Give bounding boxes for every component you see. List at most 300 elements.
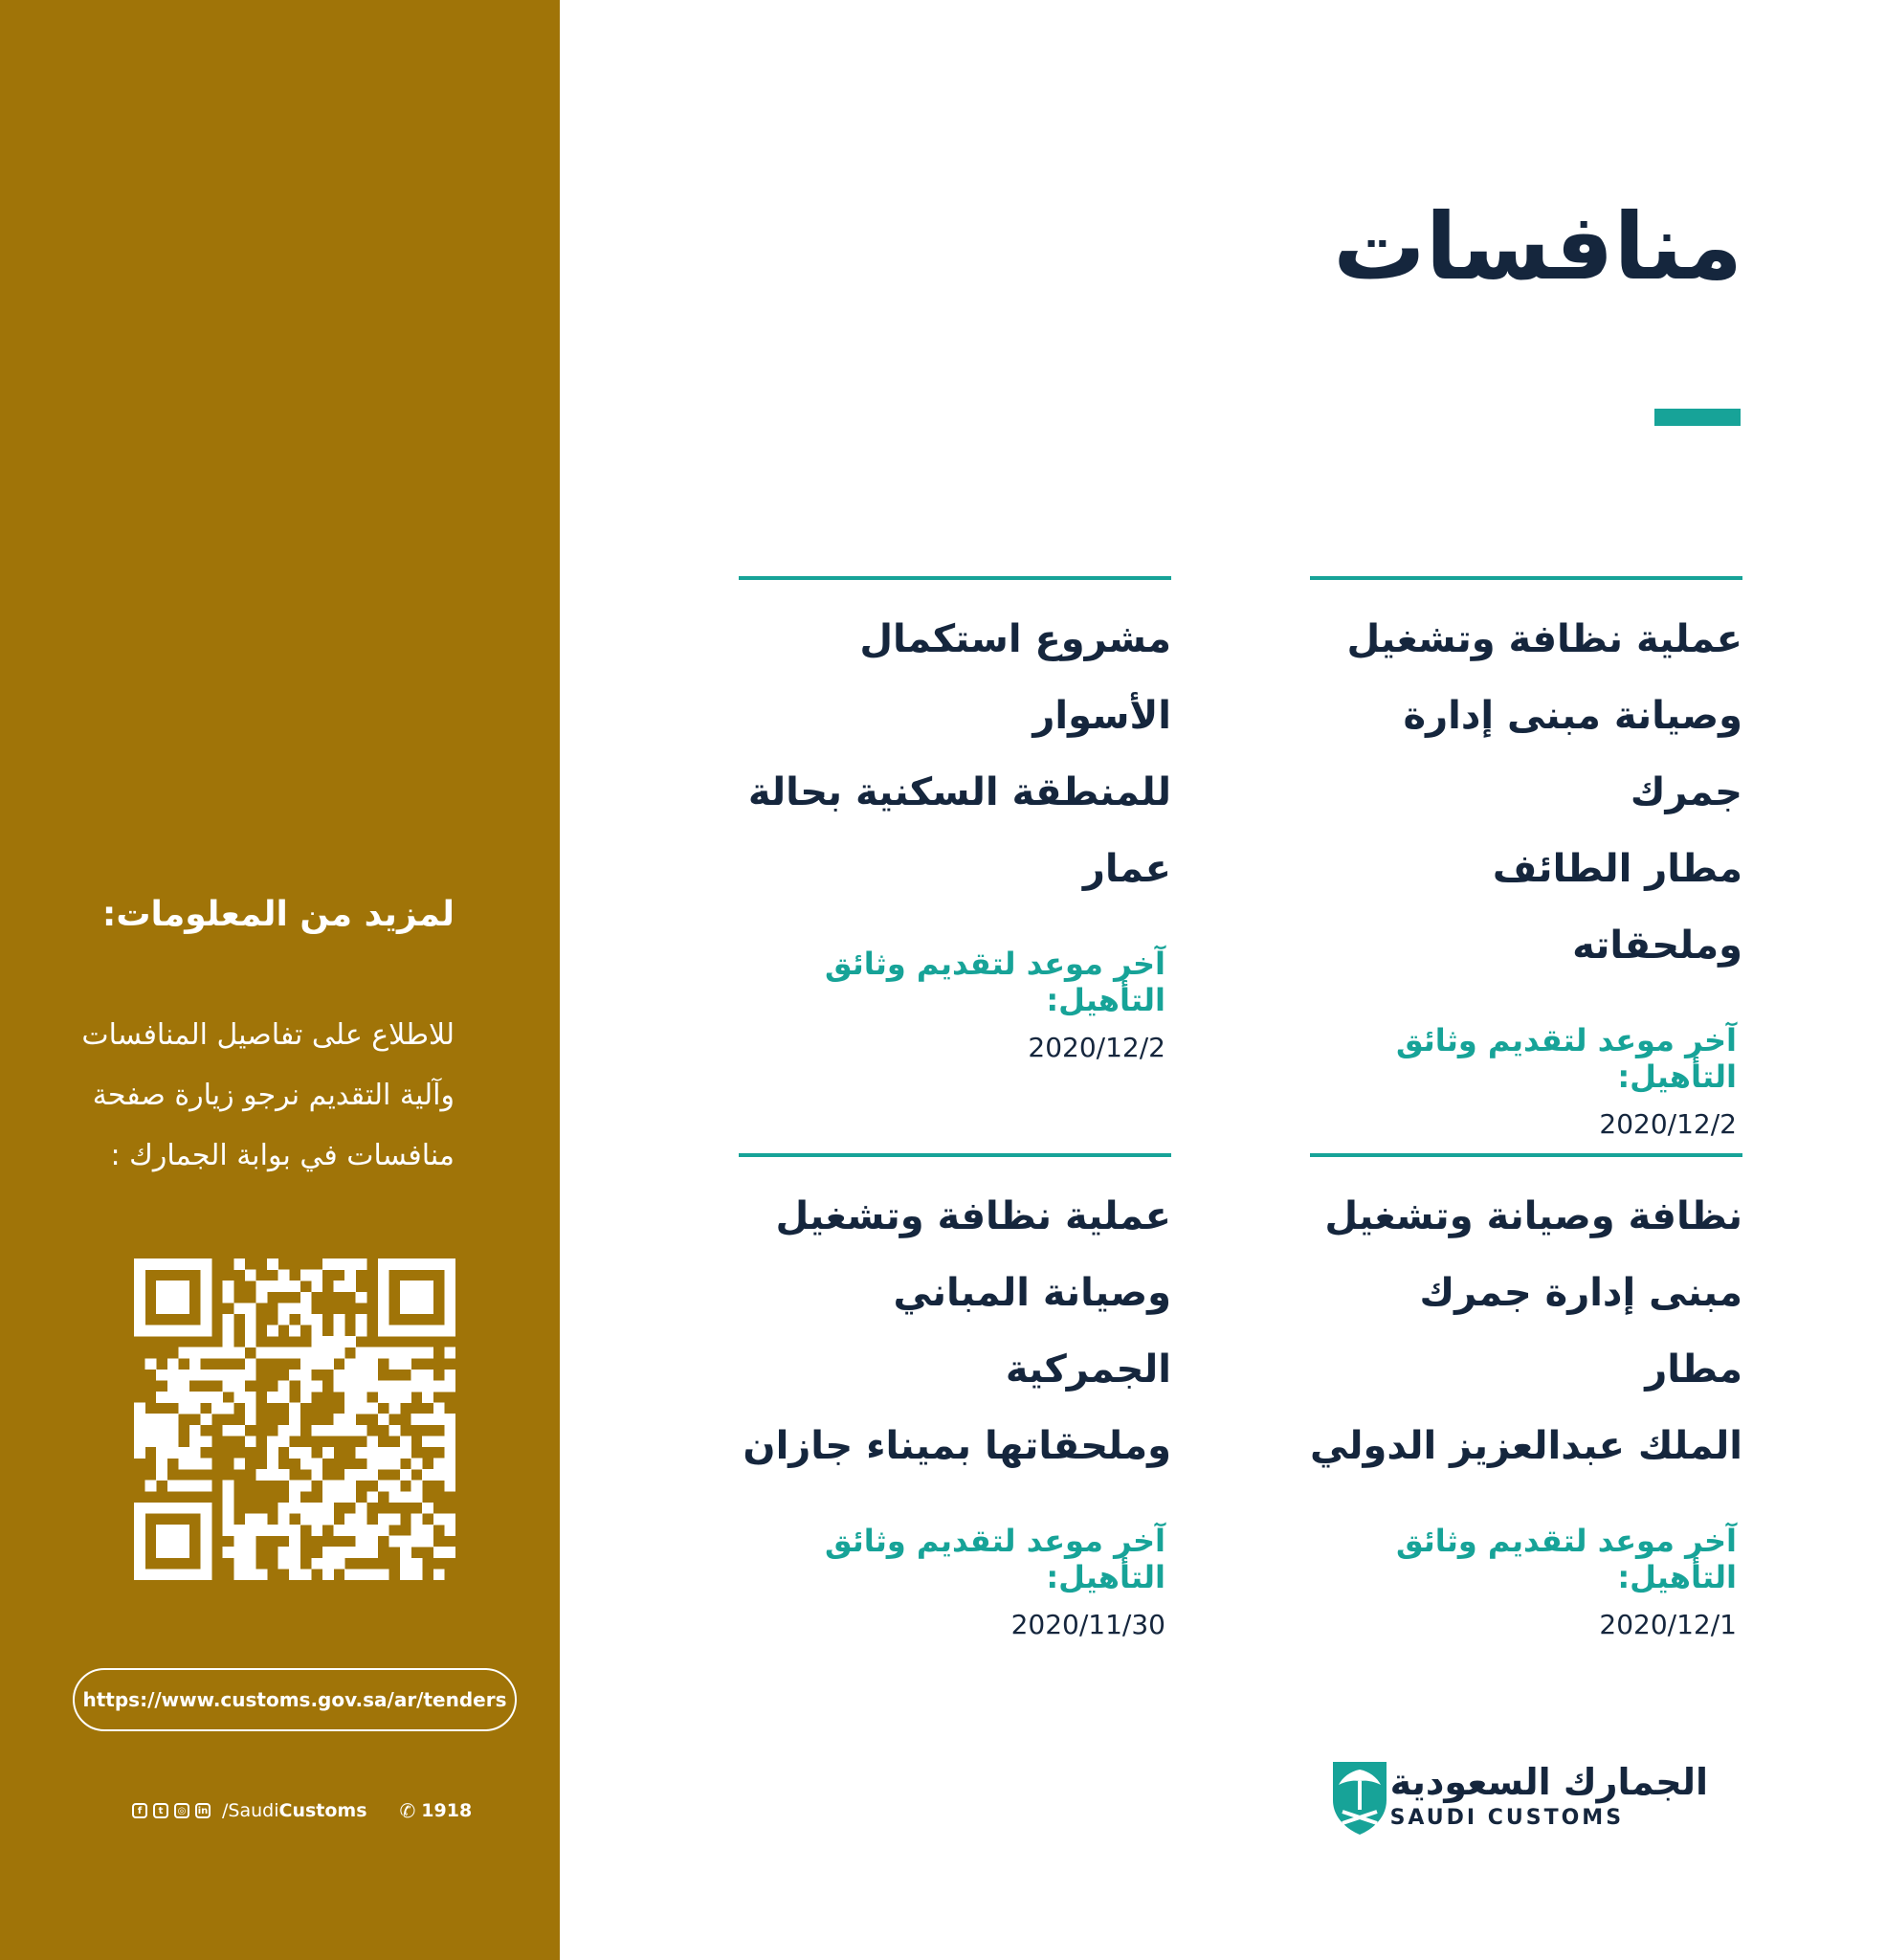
facebook-icon[interactable]: f [132, 1803, 147, 1818]
qr-module [201, 1459, 212, 1470]
qr-module [300, 1459, 312, 1470]
tender-card [1310, 1153, 1742, 1640]
qr-module [400, 1392, 411, 1403]
qr-module [344, 1370, 356, 1381]
qr-module [356, 1469, 367, 1481]
qr-module [334, 1336, 345, 1348]
qr-module [245, 1358, 256, 1370]
qr-module [422, 1303, 433, 1314]
qr-module [388, 1425, 400, 1437]
qr-module [378, 1258, 389, 1270]
qr-module [289, 1569, 300, 1580]
qr-module [201, 1258, 212, 1270]
info-line: وآلية التقديم نرجو زيارة صفحة [92, 1079, 455, 1112]
qr-module [344, 1513, 356, 1525]
qr-module [289, 1403, 300, 1414]
qr-module [334, 1481, 345, 1492]
qr-module [444, 1436, 455, 1447]
qr-module [178, 1392, 189, 1403]
qr-code[interactable] [134, 1258, 455, 1580]
qr-module [278, 1392, 290, 1403]
qr-module [300, 1447, 312, 1459]
qr-module [167, 1292, 179, 1303]
qr-module [233, 1258, 245, 1270]
qr-module [422, 1380, 433, 1392]
qr-module [311, 1336, 322, 1348]
qr-module [156, 1569, 167, 1580]
qr-module [400, 1348, 411, 1359]
qr-module [134, 1414, 145, 1425]
qr-module [201, 1569, 212, 1580]
qr-module [134, 1436, 145, 1447]
deadline-date: 2020/12/1 [1599, 1609, 1737, 1640]
qr-module [178, 1348, 189, 1359]
qr-module [156, 1547, 167, 1558]
qr-module [300, 1503, 312, 1514]
qr-module [289, 1525, 300, 1536]
qr-module [366, 1491, 378, 1503]
qr-module [444, 1303, 455, 1314]
info-line: للاطلاع على تفاصيل المنافسات [81, 1018, 455, 1052]
qr-module [411, 1380, 423, 1392]
qr-module [300, 1370, 312, 1381]
qr-module [344, 1392, 356, 1403]
qr-module [289, 1425, 300, 1437]
qr-module [311, 1503, 322, 1514]
qr-module [300, 1481, 312, 1492]
deadline-date: 2020/12/2 [1599, 1108, 1737, 1140]
qr-module [167, 1380, 179, 1392]
qr-module [267, 1325, 278, 1337]
qr-module [145, 1569, 157, 1580]
qr-module [211, 1392, 223, 1403]
logo-wordmark [1389, 1760, 1708, 1831]
qr-module [245, 1569, 256, 1580]
qr-module [311, 1270, 322, 1281]
qr-module [233, 1459, 245, 1470]
qr-module [278, 1303, 290, 1314]
qr-module [289, 1325, 300, 1337]
qr-module [344, 1358, 356, 1370]
qr-module [156, 1303, 167, 1314]
qr-module [388, 1358, 400, 1370]
qr-module [145, 1425, 157, 1437]
qr-module [444, 1292, 455, 1303]
qr-module [422, 1536, 433, 1548]
qr-module [134, 1281, 145, 1292]
deadline-label: آخر موعد لتقديم وثائق التأهيل: [824, 1523, 1165, 1595]
qr-module [444, 1425, 455, 1437]
qr-module [167, 1358, 179, 1370]
qr-module [388, 1459, 400, 1470]
qr-module [267, 1281, 278, 1292]
qr-module [145, 1325, 157, 1337]
qr-module [201, 1536, 212, 1548]
qr-module [167, 1547, 179, 1558]
qr-module [156, 1414, 167, 1425]
qr-module [134, 1403, 145, 1414]
qr-module [189, 1325, 201, 1337]
qr-module [422, 1258, 433, 1270]
qr-module [322, 1558, 334, 1570]
qr-module [178, 1525, 189, 1536]
qr-module [311, 1348, 322, 1359]
qr-module [156, 1325, 167, 1337]
qr-module [189, 1459, 201, 1470]
qr-module [245, 1370, 256, 1381]
qr-module [356, 1547, 367, 1558]
qr-module [245, 1547, 256, 1558]
qr-module [433, 1547, 445, 1558]
qr-module [245, 1414, 256, 1425]
qr-module [201, 1281, 212, 1292]
qr-module [178, 1547, 189, 1558]
qr-module [233, 1348, 245, 1359]
qr-module [233, 1536, 245, 1548]
qr-module [433, 1325, 445, 1337]
qr-module [334, 1348, 345, 1359]
qr-module [334, 1380, 345, 1392]
qr-module [278, 1558, 290, 1570]
qr-module [134, 1569, 145, 1580]
qr-module [289, 1536, 300, 1548]
qr-module [388, 1348, 400, 1359]
qr-module [178, 1325, 189, 1337]
qr-module [278, 1425, 290, 1437]
qr-module [245, 1303, 256, 1314]
qr-module [366, 1569, 378, 1580]
tender-title: عملية نظافة وتشغيل وصيانة المباني الجمركية وملحقاتها بميناء جازان [743, 1194, 1171, 1468]
qr-module [366, 1358, 378, 1370]
qr-module [400, 1491, 411, 1503]
info-text [33, 1005, 455, 1186]
qr-module [311, 1314, 322, 1325]
qr-module [178, 1536, 189, 1548]
contact-row [132, 1799, 472, 1822]
deadline-label: آخر موعد لتقديم وثائق التأهيل: [1395, 1022, 1737, 1095]
qr-module [411, 1348, 423, 1359]
qr-module [167, 1503, 179, 1514]
qr-module [366, 1348, 378, 1359]
qr-module [255, 1281, 267, 1292]
qr-module [156, 1469, 167, 1481]
qr-module [145, 1436, 157, 1447]
qr-module [334, 1558, 345, 1570]
qr-module [411, 1525, 423, 1536]
qr-module [366, 1547, 378, 1558]
qr-module [201, 1547, 212, 1558]
qr-module [167, 1436, 179, 1447]
qr-module [322, 1481, 334, 1492]
qr-module [201, 1348, 212, 1359]
qr-module [201, 1436, 212, 1447]
qr-module [433, 1414, 445, 1425]
qr-module [145, 1414, 157, 1425]
qr-module [411, 1569, 423, 1580]
qr-module [433, 1513, 445, 1525]
tender-title: عملية نظافة وتشغيل وصيانة مبنى إدارة جمرك مطار الطائف وملحقاته [1346, 617, 1742, 968]
qr-module [245, 1436, 256, 1447]
qr-module [289, 1447, 300, 1459]
qr-module [189, 1503, 201, 1514]
qr-module [411, 1281, 423, 1292]
qr-module [311, 1469, 322, 1481]
qr-module [433, 1469, 445, 1481]
qr-module [411, 1370, 423, 1381]
qr-module [201, 1270, 212, 1281]
qr-module [344, 1258, 356, 1270]
qr-module [223, 1425, 234, 1437]
qr-module [189, 1481, 201, 1492]
qr-module [388, 1403, 400, 1414]
qr-module [322, 1336, 334, 1348]
qr-module [145, 1481, 157, 1492]
qr-module [322, 1569, 334, 1580]
qr-module [289, 1414, 300, 1425]
qr-module [378, 1569, 389, 1580]
qr-module [223, 1503, 234, 1514]
qr-module [356, 1358, 367, 1370]
qr-module [344, 1569, 356, 1580]
qr-module [255, 1569, 267, 1580]
qr-module [300, 1358, 312, 1370]
qr-module [245, 1525, 256, 1536]
qr-module [444, 1513, 455, 1525]
qr-module [322, 1358, 334, 1370]
qr-module [167, 1569, 179, 1580]
qr-module [233, 1392, 245, 1403]
qr-module [167, 1281, 179, 1292]
qr-module [255, 1513, 267, 1525]
qr-module [267, 1459, 278, 1470]
qr-module [433, 1569, 445, 1580]
qr-module [334, 1314, 345, 1325]
qr-module [388, 1380, 400, 1392]
qr-module [422, 1469, 433, 1481]
qr-module [189, 1392, 201, 1403]
qr-module [311, 1558, 322, 1570]
qr-module [278, 1503, 290, 1514]
qr-module [422, 1292, 433, 1303]
qr-module [255, 1469, 267, 1481]
qr-module [388, 1258, 400, 1270]
qr-module [189, 1358, 201, 1370]
qr-module [378, 1513, 389, 1525]
qr-module [245, 1336, 256, 1348]
qr-module [344, 1481, 356, 1492]
qr-module [444, 1270, 455, 1281]
page-title: منافسات [1333, 193, 1742, 301]
qr-module [289, 1503, 300, 1514]
qr-module [300, 1392, 312, 1403]
qr-module [388, 1325, 400, 1337]
qr-module [178, 1569, 189, 1580]
qr-module [189, 1436, 201, 1447]
qr-module [388, 1536, 400, 1548]
qr-module [444, 1380, 455, 1392]
qr-module [378, 1314, 389, 1325]
qr-module [134, 1503, 145, 1514]
qr-module [433, 1403, 445, 1414]
qr-module [255, 1292, 267, 1303]
qr-module [300, 1292, 312, 1303]
phone-number[interactable]: ✆ 1918 [399, 1799, 473, 1822]
qr-module [378, 1292, 389, 1303]
qr-module [167, 1447, 179, 1459]
qr-module [167, 1525, 179, 1536]
qr-module [134, 1258, 145, 1270]
qr-module [366, 1469, 378, 1481]
qr-module [356, 1314, 367, 1325]
qr-module [422, 1281, 433, 1292]
qr-module [334, 1414, 345, 1425]
qr-module [400, 1536, 411, 1548]
qr-module [201, 1392, 212, 1403]
qr-module [223, 1525, 234, 1536]
qr-module [245, 1325, 256, 1337]
qr-module [400, 1258, 411, 1270]
qr-module [223, 1370, 234, 1381]
qr-module [411, 1491, 423, 1503]
qr-module [223, 1292, 234, 1303]
phone-icon: ✆ [399, 1799, 416, 1822]
qr-module [278, 1281, 290, 1292]
qr-module [444, 1525, 455, 1536]
qr-module [223, 1336, 234, 1348]
qr-module [201, 1503, 212, 1514]
qr-module [378, 1525, 389, 1536]
qr-module [378, 1414, 389, 1425]
qr-module [189, 1425, 201, 1437]
qr-module [411, 1325, 423, 1337]
qr-module [422, 1392, 433, 1403]
instagram-icon[interactable]: ◎ [174, 1803, 189, 1818]
logo-english: SAUDI CUSTOMS [1389, 1806, 1625, 1831]
qr-module [201, 1513, 212, 1525]
qr-module [444, 1281, 455, 1292]
sidebar [0, 0, 560, 1960]
qr-module [134, 1314, 145, 1325]
qr-module [378, 1325, 389, 1337]
qr-module [444, 1258, 455, 1270]
qr-module [145, 1503, 157, 1514]
qr-module [178, 1303, 189, 1314]
qr-module [156, 1459, 167, 1470]
qr-module [334, 1370, 345, 1381]
qr-module [366, 1536, 378, 1548]
card-divider [1310, 576, 1742, 580]
qr-module [366, 1403, 378, 1414]
qr-module [300, 1270, 312, 1281]
qr-module [378, 1380, 389, 1392]
qr-module [356, 1525, 367, 1536]
qr-module [356, 1348, 367, 1359]
qr-module [444, 1447, 455, 1459]
qr-module [444, 1469, 455, 1481]
card-divider [739, 1153, 1171, 1157]
qr-module [156, 1258, 167, 1270]
qr-module [134, 1292, 145, 1303]
qr-module [366, 1380, 378, 1392]
twitter-icon[interactable]: t [153, 1803, 168, 1818]
qr-module [400, 1447, 411, 1459]
qr-module [344, 1414, 356, 1425]
qr-module [400, 1547, 411, 1558]
qr-module [201, 1292, 212, 1303]
qr-module [278, 1436, 290, 1447]
qr-module [433, 1258, 445, 1270]
qr-module [201, 1325, 212, 1337]
qr-module [344, 1403, 356, 1414]
qr-module [422, 1414, 433, 1425]
qr-module [134, 1536, 145, 1548]
deadline-date: 2020/11/30 [1010, 1609, 1165, 1640]
qr-module [378, 1303, 389, 1314]
qr-module [334, 1425, 345, 1437]
qr-module [245, 1270, 256, 1281]
qr-module [322, 1513, 334, 1525]
qr-module [400, 1558, 411, 1570]
qr-module [388, 1481, 400, 1492]
qr-module [178, 1370, 189, 1381]
qr-module [300, 1380, 312, 1392]
qr-module [156, 1392, 167, 1403]
qr-module [411, 1513, 423, 1525]
qr-module [378, 1270, 389, 1281]
qr-module [311, 1380, 322, 1392]
qr-module [189, 1258, 201, 1270]
qr-module [223, 1481, 234, 1492]
qr-module [223, 1380, 234, 1392]
qr-module [233, 1558, 245, 1570]
qr-module [289, 1491, 300, 1503]
qr-module [334, 1525, 345, 1536]
tender-title: مشروع استكمال الأسوار للمنطقة السكنية بحالة عمار [747, 617, 1171, 891]
qr-module [223, 1513, 234, 1525]
qr-module [289, 1303, 300, 1314]
info-line: منافسات في بوابة الجمارك : [110, 1139, 455, 1172]
linkedin-icon[interactable]: in [195, 1803, 211, 1818]
qr-module [411, 1481, 423, 1492]
qr-module [189, 1447, 201, 1459]
qr-module [444, 1481, 455, 1492]
qr-module [378, 1459, 389, 1470]
qr-module [178, 1380, 189, 1392]
title-accent-bar [1654, 409, 1741, 426]
qr-module [156, 1281, 167, 1292]
qr-module [388, 1447, 400, 1459]
qr-module [400, 1281, 411, 1292]
qr-module [378, 1348, 389, 1359]
qr-module [178, 1459, 189, 1470]
qr-module [444, 1370, 455, 1381]
qr-module [366, 1370, 378, 1381]
qr-module [223, 1281, 234, 1292]
qr-module [278, 1348, 290, 1359]
qr-module [378, 1281, 389, 1292]
qr-module [245, 1314, 256, 1325]
qr-module [211, 1403, 223, 1414]
qr-module [388, 1491, 400, 1503]
qr-module [167, 1481, 179, 1492]
tenders-url-link[interactable]: https://www.customs.gov.sa/ar/tenders [73, 1668, 517, 1731]
qr-module [444, 1314, 455, 1325]
qr-module [356, 1569, 367, 1580]
qr-module [178, 1258, 189, 1270]
qr-module [289, 1281, 300, 1292]
qr-module [400, 1292, 411, 1303]
qr-module [156, 1525, 167, 1536]
